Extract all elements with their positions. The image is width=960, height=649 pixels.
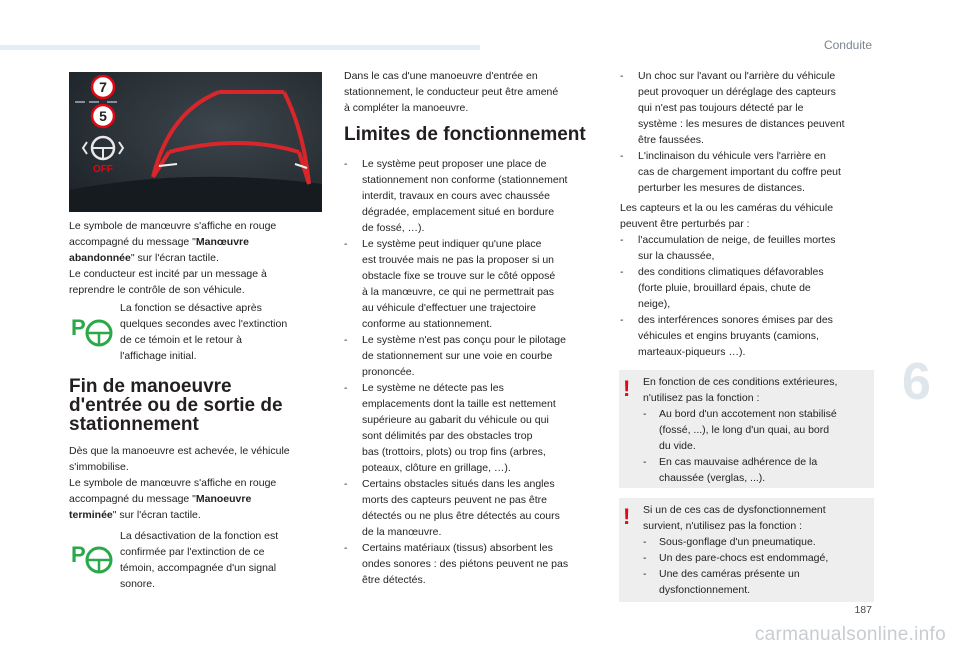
page-number: 187 [854, 604, 872, 616]
list-item: - Certains obstacles situés dans les angles morts des capteurs peuvent ne pas être détectés ou ne plus être détectés au cours de la manœuvre. [344, 476, 606, 540]
column2-heading: Limites de fonctionnement [344, 124, 586, 145]
list-item: - Le système peut proposer une place de stationnement non conforme (stationnement interdit, travaux en cours avec chaussée dégradée, emplacement situé en bordure de fossé, …). [344, 156, 606, 236]
parking-assist-indicator-icon [70, 309, 114, 349]
parking-camera-image [69, 72, 322, 212]
column1-heading: Fin de manoeuvre d'entrée ou de sortie de stationnement [69, 376, 283, 435]
list-item: - Le système peut indiquer qu'une place est trouvée mais ne pas la proposer si un obstacle fixe se trouve sur le côté opposé à la manœuvre, ce qui ne permettrait pas au véhicule d'effectuer une trajectoire conforme au stationnement. [344, 236, 606, 332]
chapter-number: 6 [902, 353, 931, 411]
warning-list [643, 406, 871, 486]
list-item: - L'inclinaison du véhicule vers l'arrière en cas de chargement important du coffre peut perturber les mesures de distances. [620, 148, 882, 196]
column1-paragraph2: Dès que la manoeuvre est achevée, le véhicule s'immobilise. Le symbole de manœuvre s'affiche en rouge accompagné du message "Manoeuvre terminée" sur l'écran tactile. [69, 445, 290, 521]
list-item: - Sous-gonflage d'un pneumatique. [643, 534, 871, 550]
list-item: - Certains matériaux (tissus) absorbent les ondes sonores : des piétons peuvent ne pas être détectés. [344, 540, 606, 588]
list-item: - Le système n'est pas conçu pour le pilotage de stationnement sur une voie en courbe prononcée. [344, 332, 606, 380]
warning-icon: ! [623, 504, 631, 529]
warning-icon: ! [623, 376, 631, 401]
list-item: - des conditions climatiques défavorables (forte pluie, brouillard épais, chute de neige), [620, 264, 882, 312]
column1-note2: La désactivation de la fonction est confirmée par l'extinction de ce témoin, accompagnée d'un signal sonore. [120, 530, 279, 590]
column1-paragraph1: Le symbole de manœuvre s'affiche en rouge accompagné du message "Manœuvre abandonnée" sur l'écran tactile. Le conducteur est incité par un message à reprendre le contrôle de son véhicule. [69, 220, 277, 296]
sensor-disturbances-list [620, 232, 882, 360]
list-item: - des interférences sonores émises par des véhicules et engins bruyants (camions, marteaux-piqueurs …). [620, 312, 882, 360]
svg-text:5: 5 [99, 108, 107, 124]
list-item: - En cas mauvaise adhérence de la chaussée (verglas, ...). [643, 454, 871, 486]
parking-assist-indicator-icon [70, 536, 114, 576]
sensor-issues-list [620, 68, 882, 196]
limitations-list [344, 156, 606, 588]
warning-box-conditions [619, 370, 874, 488]
svg-text:OFF: OFF [93, 164, 113, 175]
warning-intro: En fonction de ces conditions extérieures, n'utilisez pas la fonction : [643, 376, 838, 404]
list-item: - Un des pare-chocs est endommagé, [643, 550, 871, 566]
watermark: carmanualsonline.info [754, 624, 946, 645]
list-item: - Une des caméras présente un dysfonctionnement. [643, 566, 871, 598]
header-bar [0, 45, 480, 50]
list-item: - Au bord d'un accotement non stabilisé (fossé, ...), le long d'un quai, au bord du vide. [643, 406, 871, 454]
column2-intro: Dans le cas d'une manoeuvre d'entrée en stationnement, le conducteur peut être amené à compléter la manoeuvre. [344, 70, 559, 114]
warning-box-malfunction [619, 498, 874, 602]
warning-list [643, 534, 871, 598]
list-item: - Le système ne détecte pas les emplacements dont la taille est nettement supérieure au gabarit du véhicule ou qui sont délimités par des obstacles trop bas (trottoirs, plots) ou trop fins (arbres, poteaux, clôture en grillage, …). [344, 380, 606, 476]
list-item: - Un choc sur l'avant ou l'arrière du véhicule peut provoquer un déréglage des capteurs qui n'est pas toujours détecté par le système : les mesures de distances peuvent être faussées. [620, 68, 882, 148]
sensors-intro: Les capteurs et la ou les caméras du véhicule peuvent être perturbés par : [620, 202, 834, 230]
svg-text:P: P [71, 542, 86, 567]
svg-text:P: P [71, 315, 86, 340]
svg-text:7: 7 [99, 79, 107, 95]
section-title: Conduite [823, 38, 872, 52]
list-item: - l'accumulation de neige, de feuilles mortes sur la chaussée, [620, 232, 882, 264]
column1-note1: La fonction se désactive après quelques secondes avec l'extinction de ce témoin et le retour à l'affichage initial. [120, 302, 288, 362]
warning-intro: Si un de ces cas de dysfonctionnement survient, n'utilisez pas la fonction : [643, 504, 826, 532]
